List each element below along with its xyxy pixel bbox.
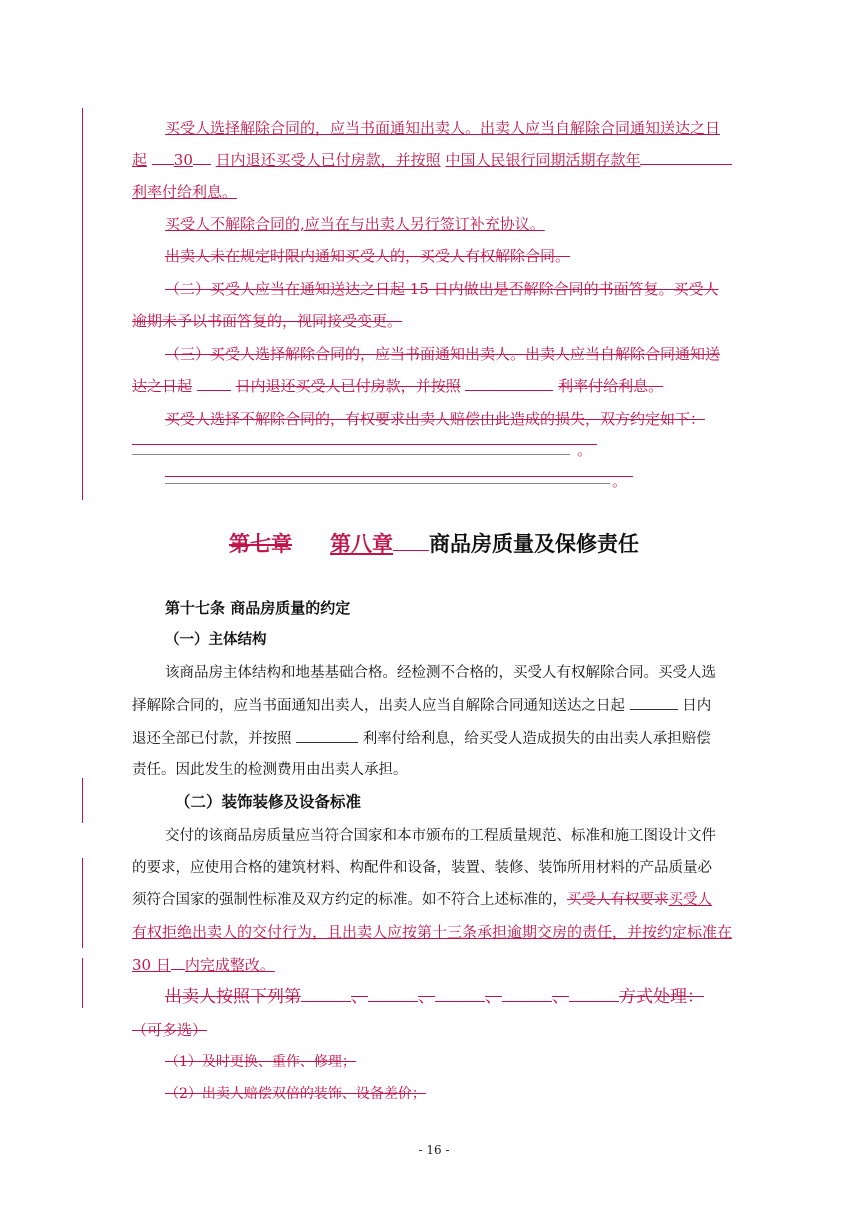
blank-field <box>171 955 185 970</box>
blank-field <box>296 728 358 743</box>
blank-field <box>640 150 732 165</box>
text-fragment: 日内退还买受人已付房款，并按照 <box>215 151 441 169</box>
blank-field <box>301 987 351 1002</box>
blank-field <box>465 376 553 391</box>
blank-line <box>165 476 633 477</box>
line-end: 。 <box>612 472 628 490</box>
separator: 、 <box>351 987 368 1007</box>
paragraph-line: （二）买受人应当在通知送达之日起 15 日内做出是否解除合同的书面答复。买受人 <box>165 280 719 298</box>
text-fragment: 出卖人按照下列第 <box>165 987 301 1007</box>
line-end: 。 <box>577 441 593 459</box>
text-fragment: 内完成整改。 <box>184 956 275 974</box>
separator: 、 <box>552 987 569 1007</box>
paragraph-line: 买受人选择解除合同的，应当书面通知出卖人。出卖人应当自解除合同通知送达之日 <box>165 119 721 137</box>
blank-field <box>569 987 619 1002</box>
fill-value: 30 <box>173 151 193 169</box>
text-fragment: 择解除合同的，应当书面通知出卖人，出卖人应当自解除合同通知送达之日起 <box>132 698 625 714</box>
subsection-heading: （一）主体结构 <box>165 632 267 648</box>
paragraph-line: （三）买受人选择解除合同的，应当书面通知出卖人。出卖人应当自解除合同通知送 <box>165 345 721 363</box>
paragraph-line: （1）及时更换、重作、修理； <box>165 1054 356 1070</box>
paragraph-line <box>132 890 712 910</box>
article-title: 第十七条 商品房质量的约定 <box>165 599 351 617</box>
paragraph-line: 出卖人未在规定时限内通知买受人的，买受人有权解除合同。 <box>165 247 571 265</box>
text-fragment: 利率付给利息。 <box>558 377 664 395</box>
text-fragment: 退还全部已付款，并按照 <box>132 731 292 747</box>
revision-bar <box>82 958 83 1008</box>
text-fragment: 日内 <box>682 698 712 714</box>
paragraph-line <box>165 987 704 1007</box>
separator: 、 <box>485 987 502 1007</box>
blank-line <box>132 454 570 455</box>
paragraph-line: 买受人选择不解除合同的，有权要求出卖人赔偿由此造成的损失，双方约定如下： <box>165 410 706 428</box>
separator: 、 <box>418 987 435 1007</box>
text-fragment: 达之日起 <box>132 377 193 395</box>
blank-field <box>435 987 485 1002</box>
chapter-number-deleted: 第七章 <box>229 532 292 556</box>
chapter-title <box>0 528 868 558</box>
page-number: - 16 - <box>418 1143 450 1157</box>
fill-value: 30 日 <box>132 956 171 974</box>
blank-field <box>193 150 211 165</box>
paragraph-line: 逾期未予以书面答复的，视同接受变更。 <box>132 312 403 330</box>
text-fragment: 起 <box>132 151 148 169</box>
paragraph-line: 责任。因此发生的检测费用由出卖人承担。 <box>132 762 408 778</box>
revision-bar <box>82 108 83 500</box>
fill-value: 中国人民银行同期活期存款年 <box>445 151 641 169</box>
paragraph-line: 买受人不解除合同的,应当在与出卖人另行签订补充协议。 <box>165 215 545 233</box>
inserted-text: 买受人 <box>668 892 712 908</box>
blank-field <box>152 150 174 165</box>
paragraph-line: 利率付给利息。 <box>132 183 238 201</box>
paragraph-line: 交付的该商品房质量应当符合国家和本市颁布的工程质量规范、标准和施工图设计文件 <box>165 828 716 844</box>
deleted-text: 买受人有权要求 <box>567 892 669 908</box>
revision-bar <box>82 858 83 948</box>
blank-field <box>393 532 429 551</box>
chapter-number-inserted: 第八章 <box>330 532 393 556</box>
paragraph-line <box>132 728 711 749</box>
text-fragment: 方式处理： <box>619 987 704 1007</box>
text-fragment: 须符合国家的强制性标准及双方约定的标准。如不符合上述标准的， <box>132 892 567 908</box>
chapter-name: 商品房质量及保修责任 <box>429 532 639 556</box>
paragraph-line: （可多选） <box>132 1021 208 1039</box>
subsection-heading: （二）装饰装修及设备标准 <box>175 793 362 811</box>
blank-field <box>197 376 231 391</box>
paragraph-line <box>132 376 663 396</box>
paragraph-line <box>132 695 711 716</box>
text-fragment: 日内退还买受人已付房款，并按照 <box>235 377 461 395</box>
blank-field <box>368 987 418 1002</box>
paragraph-line <box>132 150 732 170</box>
blank-line <box>132 444 597 445</box>
blank-field <box>502 987 552 1002</box>
blank-line <box>165 483 610 484</box>
paragraph-line: 的要求，应使用合格的建筑材料、构配件和设备，装置、装修、装饰所用材料的产品质量必 <box>132 860 712 876</box>
paragraph-line: 有权拒绝出卖人的交付行为，且出卖人应按第十三条承担逾期交房的责任，并按约定标准在 <box>132 923 733 941</box>
paragraph-line: （2）出卖人赔偿双倍的装饰、设备差价； <box>165 1086 426 1102</box>
paragraph-line: 该商品房主体结构和地基基础合格。经检测不合格的，买受人有权解除合同。买受人选 <box>165 665 716 681</box>
revision-bar <box>82 778 83 823</box>
text-fragment: 利率付给利息，给买受人造成损失的由出卖人承担赔偿 <box>362 731 711 747</box>
blank-field <box>630 695 678 710</box>
paragraph-line <box>132 955 275 975</box>
